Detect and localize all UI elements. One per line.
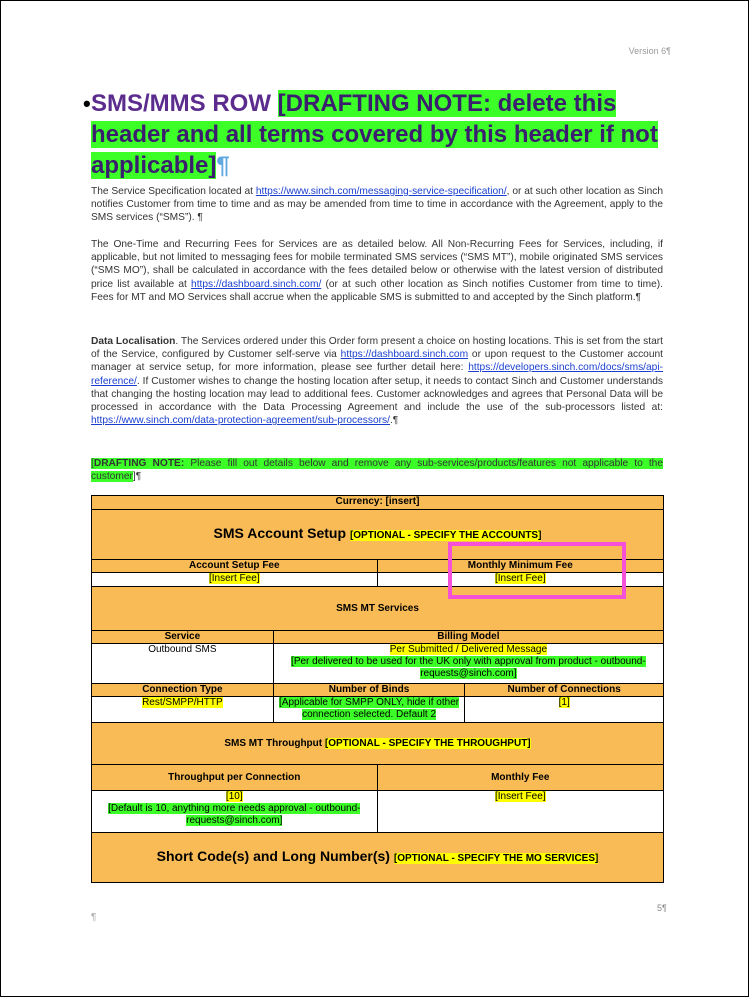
section-title — [83, 88, 663, 181]
para2-text-a: The One-Time and Recurring Fees for Services are as detailed below. All Non-Recurring Fees for Services, including, if applicable, but not limited to messaging fees for mobile terminated SMS services (“SMS MT”), mobile originated SMS services (“SMS MO”), shall be calculated in accordance with the fees detailed below or otherwise with the latest version of distributed price list available at — [91, 239, 663, 290]
title-drafting-note: [DRAFTING NOTE: delete this header and all terms covered by this header if not applicable] — [91, 90, 658, 179]
table-row — [92, 684, 664, 697]
table-row — [92, 791, 664, 833]
setup-fee-label: Account Setup Fee — [92, 560, 378, 573]
drafting-note-end: ]¶ — [132, 471, 142, 483]
account-setup-header: SMS Account Setup [OPTIONAL - SPECIFY THE ACCOUNTS] — [92, 510, 664, 560]
version-label: Version 6¶ — [628, 46, 671, 56]
api-reference-link[interactable]: https://developers.sinch.com/docs/sms/api-reference/ — [91, 362, 663, 387]
setup-fee-value[interactable]: [Insert Fee] — [92, 573, 378, 587]
title-plain: SMS/MMS ROW — [91, 90, 278, 117]
para1-text-a: The Service Specification located at — [91, 186, 256, 197]
service-spec-paragraph — [91, 185, 663, 225]
dashboard-link[interactable]: https://dashboard.sinch.com/ — [191, 278, 322, 290]
number-of-connections-label: Number of Connections — [465, 684, 664, 697]
monthly-fee-label: Monthly Fee — [377, 765, 663, 791]
short-code-header: Short Code(s) and Long Number(s) [OPTIONAL - SPECIFY THE MO SERVICES] — [92, 833, 664, 883]
drafting-note-highlight: [DRAFTING NOTE: Please fill out details below and remove any sub-services/products/features not applicable to the customer — [91, 458, 663, 483]
monthly-fee-value[interactable]: [Insert Fee] — [377, 791, 663, 833]
data-localisation-heading: Data Localisation — [91, 336, 176, 347]
bullet-icon: • — [83, 91, 91, 116]
throughput-per-connection-value[interactable]: [10] [Default is 10, anything more needs approval - outbound-requests@sinch.com] — [92, 791, 378, 833]
currency-cell[interactable]: Currency: [insert] — [92, 496, 664, 510]
connection-type-label: Connection Type — [92, 684, 274, 697]
highlight-box — [448, 542, 626, 599]
mt-services-header: SMS MT Services — [92, 587, 664, 631]
drafting-note-paragraph — [91, 457, 663, 483]
title-pilcrow: ¶ — [216, 152, 230, 179]
number-of-binds-value[interactable]: [Applicable for SMPP ONLY, hide if other connection selected. Default 2 — [273, 697, 465, 723]
para1-text-b: , or at such other location as Sinch notifies Customer from time to time and as may be amended from time to time in accordance with the Agreement, apply to the SMS services (“SMS”). ¶ — [91, 186, 663, 224]
monthly-min-fee-value[interactable]: [Insert Fee] — [377, 573, 663, 587]
fees-paragraph — [91, 238, 663, 304]
para3-text-a: . The Services ordered under this Order form present a choice on hosting locations. This is set from the start of the Service, configured by Customer self-serve via — [91, 336, 663, 361]
data-localisation-paragraph — [91, 335, 663, 427]
para2-text-b: (or at such other location as Sinch notifies Customer from time to time). Fees for MT and MO Services shall accrue when the applicable SMS is submitted to and accepted by the Sinch platform.¶ — [91, 278, 663, 303]
number-of-binds-label: Number of Binds — [273, 684, 465, 697]
drafting-note-label: DRAFTING NOTE: — [93, 458, 185, 469]
para3-text-d: .¶ — [389, 415, 399, 427]
billing-model-label: Billing Model — [273, 631, 663, 644]
throughput-per-connection-label: Throughput per Connection — [92, 765, 378, 791]
table-row — [92, 723, 664, 765]
service-value[interactable]: Outbound SMS — [92, 644, 274, 684]
para3-text-b: or upon request to the Customer account manager at service setup, for more information, please see further detail here: — [91, 349, 664, 374]
table-row — [92, 631, 664, 644]
table-row — [92, 644, 664, 684]
service-spec-link[interactable]: https://www.sinch.com/messaging-service-specification/ — [255, 186, 507, 197]
connection-type-value[interactable]: Rest/SMPP/HTTP — [92, 697, 274, 723]
table-row — [92, 697, 664, 723]
para3-text-c: . If Customer wishes to change the hosting location after setup, it needs to contact Sinch and Customer understands that changing the hosting location may lead to additional fees. Customer acknowledges and agrees that Personal Data will be processed in accordance with the Data Processing Agreement and include the use of the sub-processors listed at: — [91, 375, 663, 414]
table-row — [92, 765, 664, 791]
page-number: 5¶ — [657, 903, 667, 913]
drafting-note-text: Please fill out details below and remove any sub-services/products/features not applicable to the customer — [91, 458, 663, 483]
end-pilcrow: ¶ — [91, 912, 97, 923]
billing-model-value[interactable]: Per Submitted / Delivered Message [Per delivered to be used for the UK only with approval from product - outbound-requests@sinch.com] — [273, 644, 663, 684]
number-of-connections-value[interactable]: [1] — [465, 697, 664, 723]
sub-processors-link[interactable]: https://www.sinch.com/data-protection-agreement/sub-processors/ — [91, 415, 390, 427]
service-label: Service — [92, 631, 274, 644]
table-row — [92, 833, 664, 883]
monthly-min-fee-label: Monthly Minimum Fee — [377, 560, 663, 573]
dashboard-link-2[interactable]: https://dashboard.sinch.com — [340, 349, 469, 361]
table-row — [92, 496, 664, 510]
throughput-header: SMS MT Throughput [OPTIONAL - SPECIFY THE THROUGHPUT] — [92, 723, 664, 765]
